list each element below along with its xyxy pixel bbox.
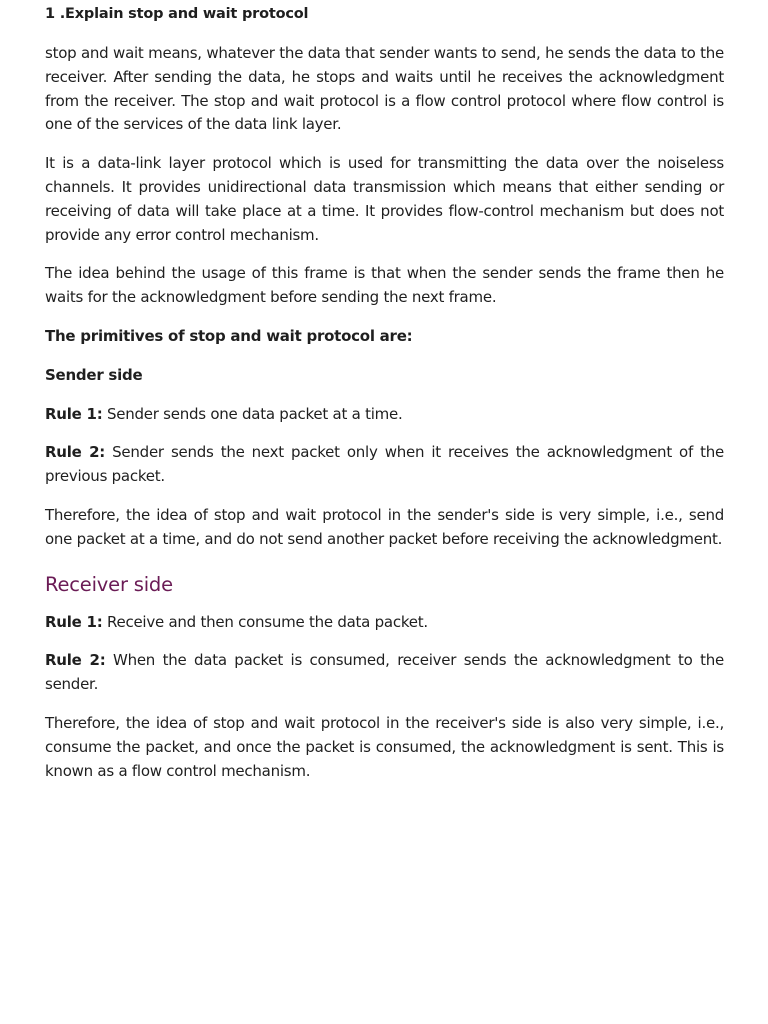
receiver-rule-1-label: Rule 1: xyxy=(45,612,103,631)
sender-side-heading: Sender side xyxy=(45,365,143,384)
sender-rule-1 xyxy=(45,403,724,427)
receiver-rule-2-label: Rule 2: xyxy=(45,651,106,670)
receiver-rule-2 xyxy=(45,649,724,697)
receiver-side-heading: Receiver side xyxy=(45,572,173,596)
receiver-rule-1-text: Receive and then consume the data packet. xyxy=(102,612,428,631)
paragraph-definition: stop and wait means, whatever the data that sender wants to send, he sends the data to the receiver. After sending the data, he stops and waits until he receives the acknowledgment from the receiver. The stop and wait protocol is a flow control protocol where flow control is one of the services of the data link layer. xyxy=(45,44,724,134)
paragraph-frame-idea: The idea behind the usage of this frame is that when the sender sends the frame then he waits for the acknowledgment before sending the next frame. xyxy=(45,264,724,307)
sender-rule-2 xyxy=(45,441,724,489)
receiver-summary: Therefore, the idea of stop and wait protocol in the receiver's side is also very simple, i.e., consume the packet, and once the packet is consumed, the acknowledgment is sent. This is known as a flow control mechanism. xyxy=(45,713,724,780)
sender-rule-2-label: Rule 2: xyxy=(45,443,106,462)
sender-summary: Therefore, the idea of stop and wait protocol in the sender's side is very simple, i.e., send one packet at a time, and do not send another packet before receiving the acknowledgment. xyxy=(45,505,724,548)
sender-rule-1-label: Rule 1: xyxy=(45,404,103,423)
document-page xyxy=(45,4,724,798)
receiver-rule-1 xyxy=(45,611,724,635)
sender-rule-2-text: Sender sends the next packet only when it receives the acknowledgment of the previous packet. xyxy=(45,443,724,486)
paragraph-data-link-layer: It is a data-link layer protocol which is used for transmitting the data over the noiseless channels. It provides unidirectional data transmission which means that either sending or receiving of data will take place at a time. It provides flow-control mechanism but does not provide any error control mechanism. xyxy=(45,154,724,244)
primitives-heading: The primitives of stop and wait protocol are: xyxy=(45,326,413,345)
receiver-rule-2-text: When the data packet is consumed, receiver sends the acknowledgment to the sender. xyxy=(45,651,725,694)
sender-rule-1-text: Sender sends one data packet at a time. xyxy=(102,404,403,423)
question-title: 1 .Explain stop and wait protocol xyxy=(45,6,309,22)
